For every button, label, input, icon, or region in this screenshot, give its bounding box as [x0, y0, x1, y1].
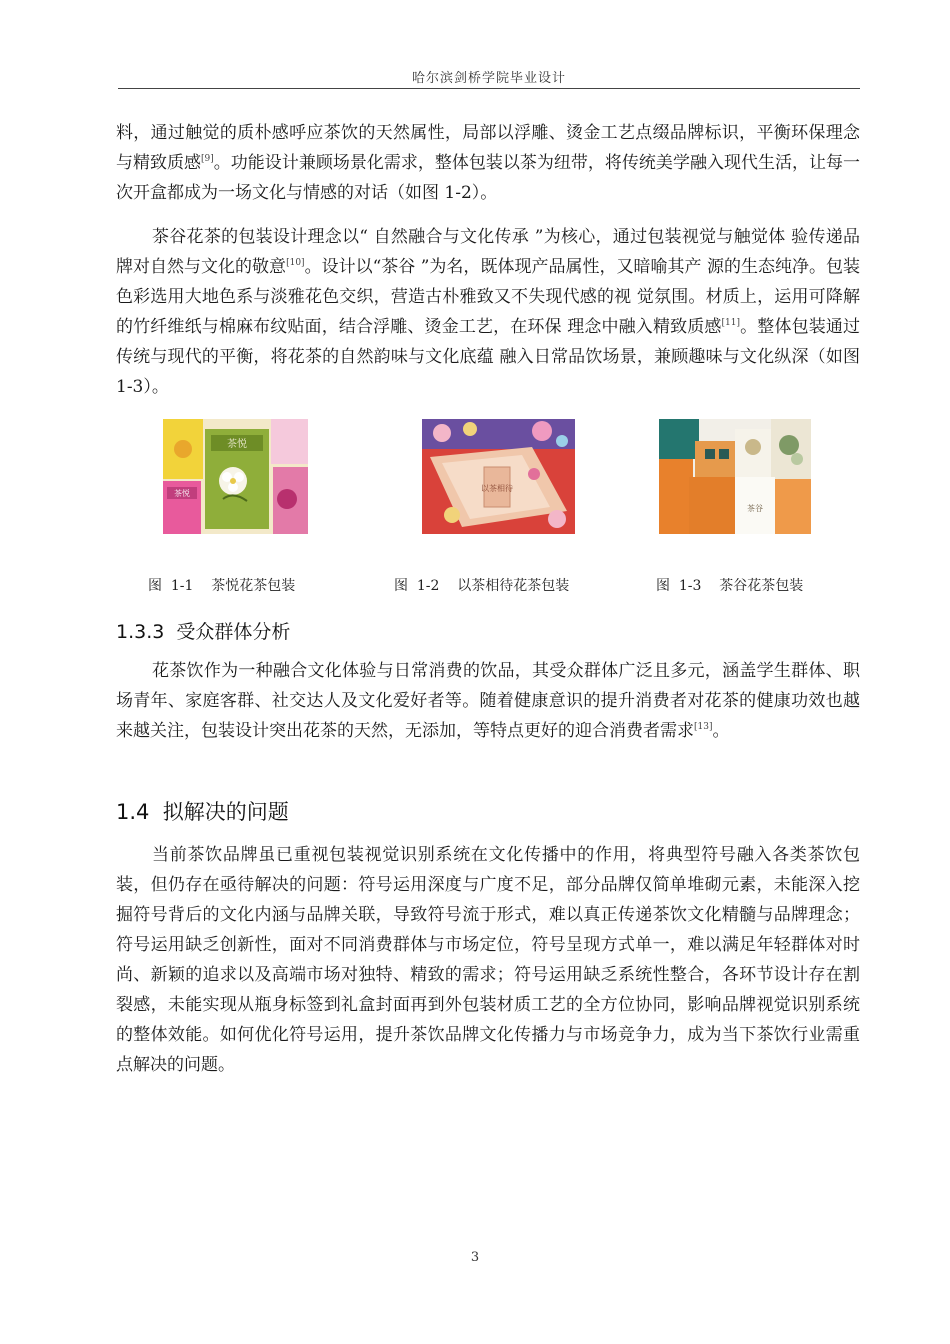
box-label: 茶悦 — [227, 439, 247, 450]
citation-ref: [11] — [721, 318, 741, 328]
figure-1-3-caption: 图 1-3 茶谷花茶包装 — [656, 578, 804, 594]
box-label: 茶悦 — [174, 489, 190, 498]
box-label: 以茶相待 — [481, 484, 513, 493]
citation-ref: [10] — [286, 258, 305, 268]
figure-1-3-image — [659, 419, 811, 534]
page-header: 哈尔滨剑桥学院毕业设计 — [411, 71, 566, 86]
section-heading-1-4: 1.4 拟解决的问题 — [116, 800, 289, 824]
paragraph-text: 花茶饮作为一种融合文化体验与日常消费的饮品，其受众群体广泛且多元，涵盖学生群体、职场青年、家庭客群、社交达人及文化爱好者等。随着健康意识的提升消费者对花茶的健康功效也越来越关注，包装设计突出花茶的天然，无添加，等特点更好的迎合消费者需求 — [116, 661, 860, 741]
paragraph-problems-to-solve: 当前茶饮品牌虽已重视包装视觉识别系统在文化传播中的作用，将典型符号融入各类茶饮包装，但仍存在亟待解决的问题：符号运用深度与广度不足，部分品牌仅简单堆砌元素，未能深入挖掘符号背后的文化内涵与品牌关联，导致符号流于形式，难以真正传递茶饮文化精髓与品牌理念；符号运用缺乏创新性，面对不同消费群体与市场定位，符号呈现方式单一，难以满足年轻群体对时尚、新颖的追求以及高端市场对独特、精致的需求；符号运用缺乏系统性整合，各环节设计存在割裂感，未能实现从瓶身标签到礼盒封面再到外包装材质工艺的全方位协同，影响品牌视觉识别系统的整体效能。如何优化符号运用，提升茶饮品牌文化传播力与市场竞争力，成为当下茶饮行业需重点解决的问题。 — [116, 845, 860, 1075]
paragraph-text: 。功能设计兼顾场景化需求，整体包装以茶为纽带，将传统美学融入现代生活，让每一次开盒都成为一场文化与情感的对话（如图 1-2）。 — [116, 153, 861, 203]
paragraph-text: 料，通过触觉的质朴感呼应茶饮的天然属性，局部以浮雕、烫金工艺点缀品牌标识，平衡环保理念与精致质感 — [116, 123, 860, 173]
page-number: 3 — [470, 1250, 480, 1265]
figure-1-2-caption: 图 1-2 以茶相待花茶包装 — [394, 578, 570, 594]
paragraph-text: 茶谷花茶的包装设计理念以“ 自然融合与文化传承 ”为核心，通过包装视觉与触觉体 验传递品牌对自然与文化的敬意 — [116, 227, 860, 277]
tea-box-red-floral-illustration — [422, 419, 575, 534]
paragraph-chayue-continued — [116, 118, 860, 208]
figure-1-1-image — [163, 419, 308, 534]
citation-ref: [13] — [694, 722, 713, 732]
citation-ref: [9] — [201, 154, 214, 164]
paragraph-text: 。 — [712, 721, 730, 741]
box-label: 茶谷 — [747, 504, 763, 513]
figure-1-1-caption: 图 1-1 茶悦花茶包装 — [148, 578, 296, 594]
tea-box-orange-teal-illustration — [659, 419, 811, 534]
paragraph-chagu-design — [116, 222, 860, 402]
paragraph-text: 。设计以“茶谷 ”为名，既体现产品属性，又暗喻其产 源的生态纯净。包装色彩选用大地色系与淡雅花色交织，营造古朴雅致又不失现代感的视 觉氛围。材质上，运用可降解的竹纤维纸与棉麻布纹贴面，结合浮雕、烫金工艺，在环保 理念中融入精致质感 — [116, 257, 860, 337]
section-heading-1-3-3: 1.3.3 受众群体分析 — [116, 621, 291, 643]
header-divider — [118, 88, 860, 89]
paragraph-text: 。整体包装通过传统与现代的平衡，将花茶的自然韵味与文化底蕴 融入日常品饮场景，兼顾趣味与文化纵深（如图 1-3）。 — [116, 317, 861, 397]
figure-1-2-image — [422, 419, 575, 534]
paragraph-audience-analysis — [116, 656, 860, 746]
tea-box-yellow-green-illustration — [163, 419, 308, 534]
